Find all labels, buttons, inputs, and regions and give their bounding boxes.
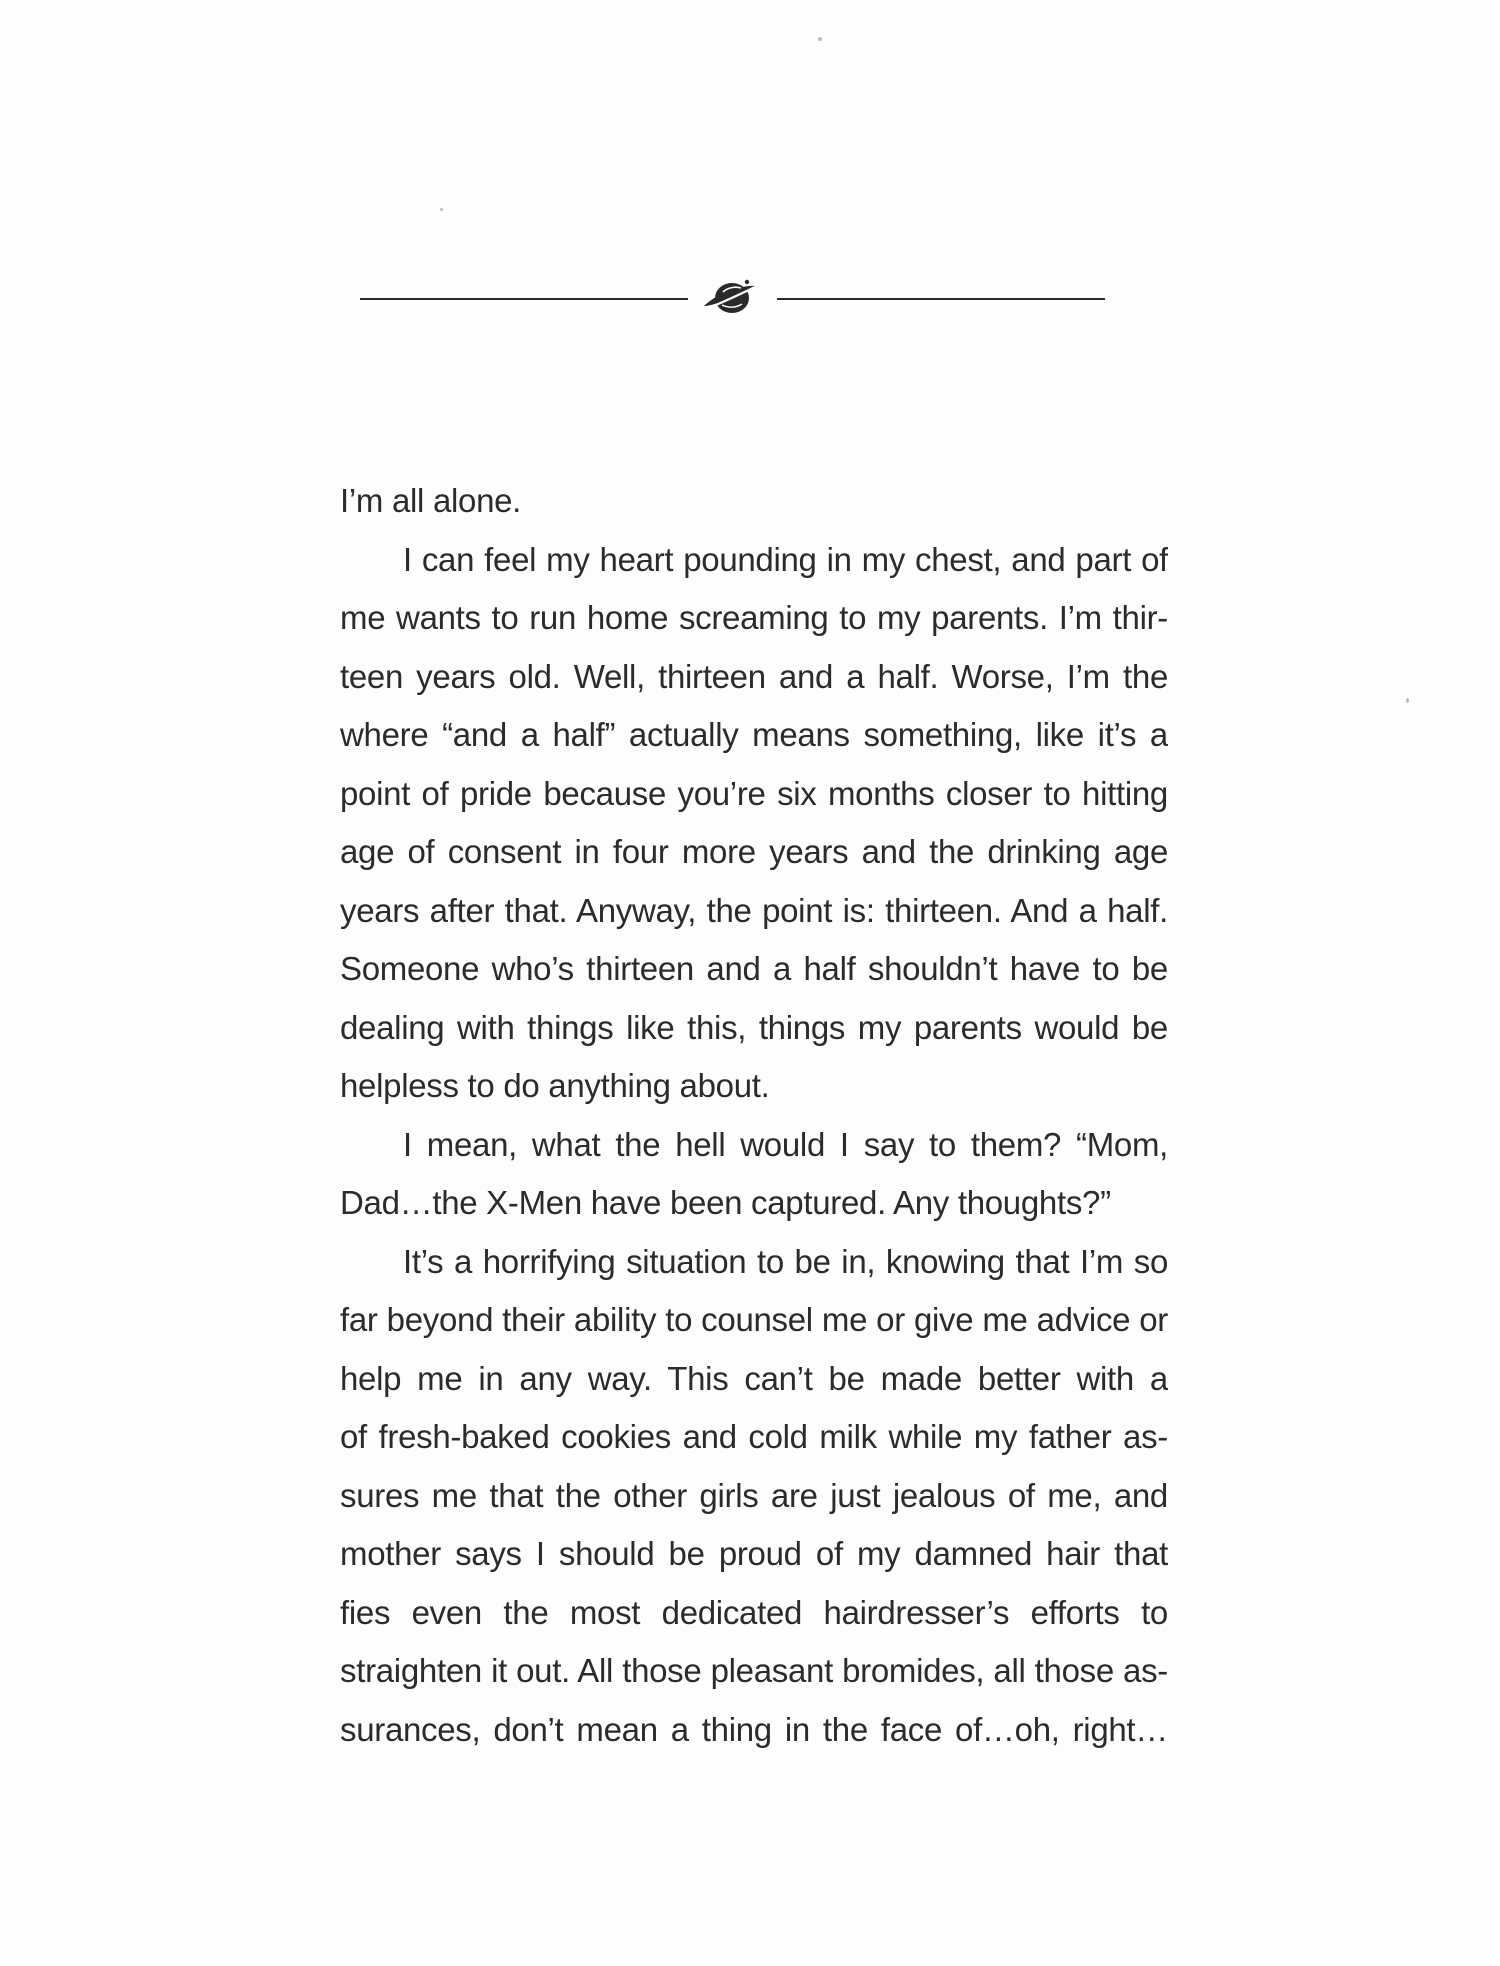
text-line: of fresh-baked cookies and cold milk while my father as- <box>340 1418 1168 1455</box>
planet-emblem-icon <box>701 272 763 322</box>
text-line: point of pride because you’re six months closer to hitting <box>340 774 1168 812</box>
text-line: far beyond their ability to counsel me or give me advice or <box>340 1301 1168 1338</box>
scan-speck <box>440 208 443 211</box>
text-line: teen years old. Well, thirteen and a half. Worse, I’m the <box>340 657 1168 695</box>
scan-speck <box>1406 698 1409 703</box>
text-line: I can feel my heart pounding in my chest, and part of <box>403 540 1168 578</box>
text-line: help me in any way. This can’t be made better with a <box>340 1359 1168 1397</box>
text-line: where “and a half” actually means something, like it’s a <box>340 716 1168 753</box>
text-line: sures me that the other girls are just jealous of me, and <box>340 1476 1168 1514</box>
ornament-rule-right <box>777 298 1105 300</box>
text-line: Dad…the X-Men have been captured. Any thoughts?” <box>340 1184 1111 1221</box>
text-line: fies even the most dedicated hairdresser’s efforts to <box>340 1593 1168 1631</box>
chapter-ornament <box>355 272 1105 322</box>
text-line: I mean, what the hell would I say to them? “Mom, <box>403 1125 1168 1163</box>
text-line: helpless to do anything about. <box>340 1067 770 1104</box>
text-line: I’m all alone. <box>340 482 522 519</box>
body-text <box>340 472 1168 1759</box>
text-line: age of consent in four more years and the drinking age <box>340 833 1168 870</box>
scan-speck <box>818 37 822 41</box>
text-line: surances, don’t mean a thing in the face of…oh, right… <box>340 1710 1168 1748</box>
text-line: dealing with things like this, things my parents would be <box>340 1008 1168 1046</box>
text-line: It’s a horrifying situation to be in, knowing that I’m so <box>403 1242 1168 1280</box>
text-line: mother says I should be proud of my damned hair that <box>340 1535 1168 1572</box>
text-line: me wants to run home screaming to my parents. I’m thir- <box>340 599 1168 636</box>
text-line: Someone who’s thirteen and a half shouldn’t have to be <box>340 950 1168 987</box>
text-line: straighten it out. All those pleasant bromides, all those as- <box>340 1652 1168 1689</box>
text-line: years after that. Anyway, the point is: thirteen. And a half. <box>340 891 1168 929</box>
ornament-rule-left <box>360 298 688 300</box>
